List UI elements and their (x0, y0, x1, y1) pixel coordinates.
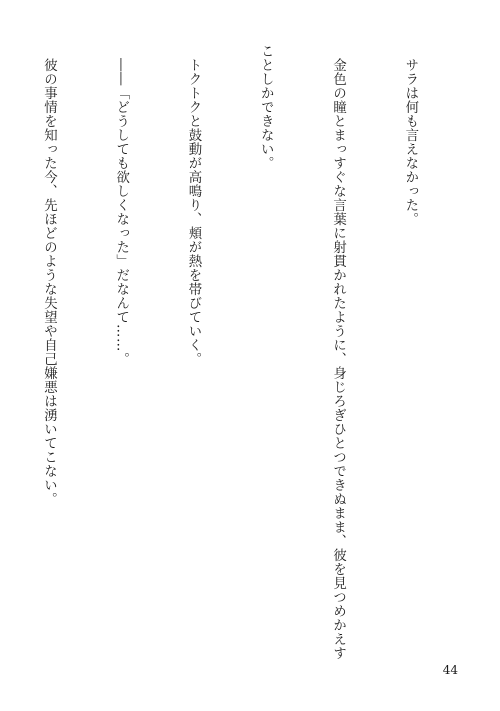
text-line: ことしかできない。 (258, 44, 274, 170)
text-line: 彼の事情を知った今、先ほどのような失望や自己嫌悪は湧いてこない。 (41, 44, 57, 506)
text-line: 金色の瞳とまっすぐな言葉に射貫かれたように、身じろぎひとつできぬまま、彼を見つめかえす (330, 44, 346, 660)
text-line: サラは何も言えなかった。 (402, 44, 418, 226)
page-number: 44 (442, 663, 458, 677)
vertical-text-body (0, 44, 470, 660)
text-line: トクトクと鼓動が高鳴り、頬が熱を帯びていく。 (185, 44, 201, 366)
text-line: ――「どうしても欲しくなった」だなんて……。 (113, 44, 129, 366)
